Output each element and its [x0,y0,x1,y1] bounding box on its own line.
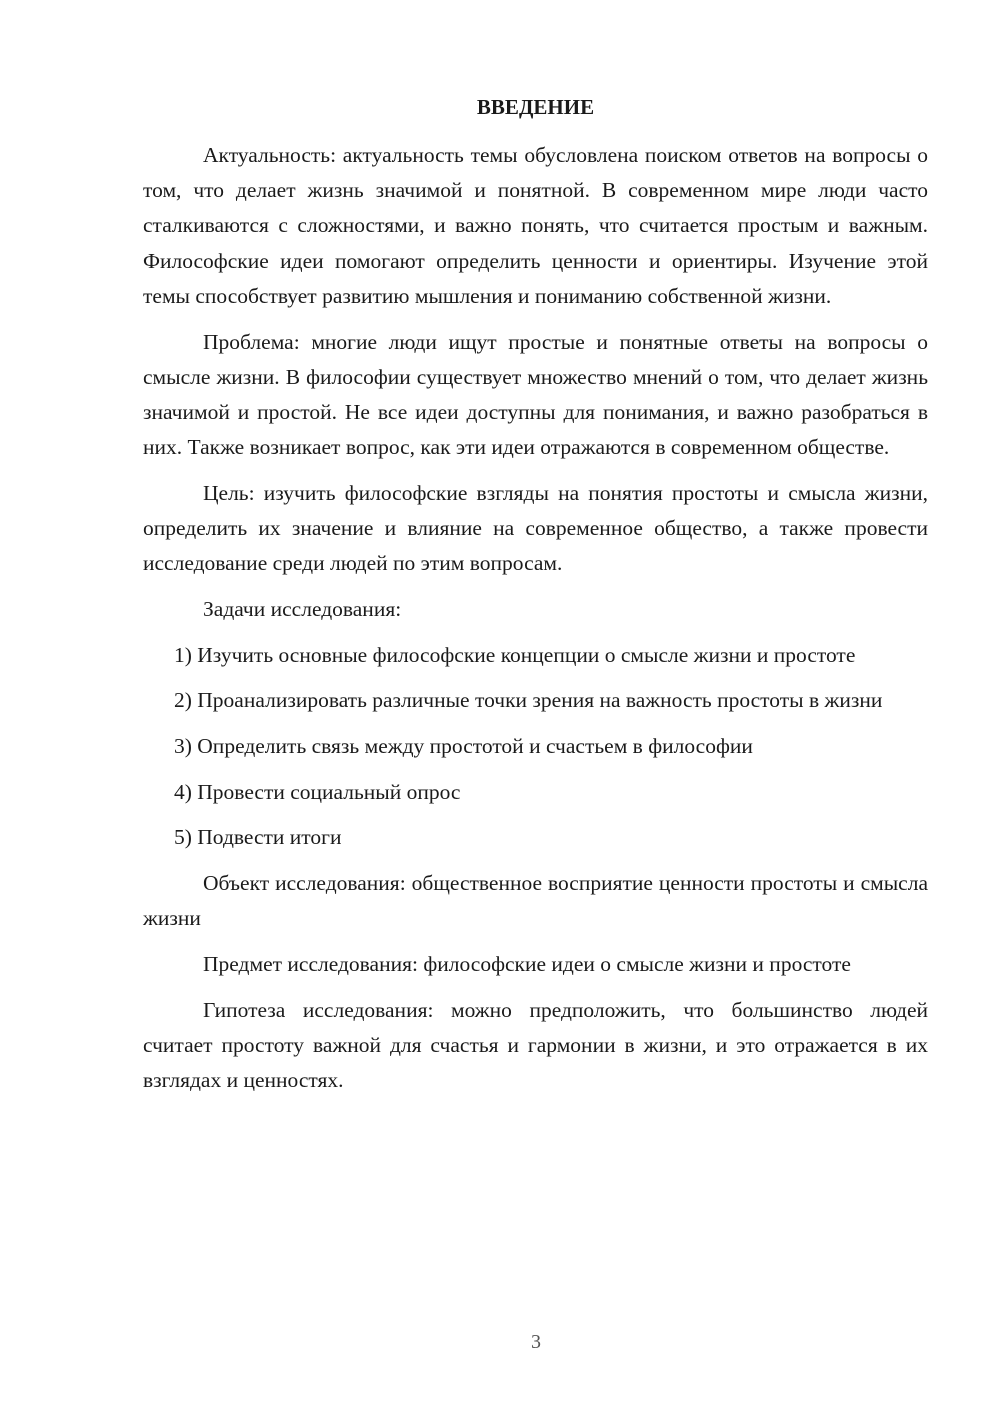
task-item: 4) Провести социальный опрос [174,779,461,804]
task-item: 1) Изучить основные философские концепции о смысле жизни и простоте [174,642,856,667]
page-title: ВВЕДЕНИЕ [476,95,595,119]
task-item: 3) Определить связь между простотой и счастьем в философии [174,734,753,759]
tasks-heading: Задачи исследования: [203,596,402,621]
subject-paragraph: Предмет исследования: философские идеи о смысле жизни и простоте [203,952,851,977]
task-item: 5) Подвести итоги [174,825,342,850]
task-item: 2) Проанализировать различные точки зрения на важность простоты в жизни [174,688,883,713]
goal-paragraph: Цель: изучить философские взгляды на понятия простоты и смысла жизни, определить их значение и влияние на современное общество, а также провести исследование среди людей по этим вопросам. [143,480,928,576]
hypothesis-paragraph: Гипотеза исследования: можно предположить, что большинство людей считает простоту важной для счастья и гармонии в жизни, и это отражается в их взглядах и ценностях. [143,997,928,1093]
page-number: 3 [531,1331,541,1353]
object-paragraph: Объект исследования: общественное восприятие ценности простоты и смысла жизни [143,871,928,931]
relevance-paragraph: Актуальность: актуальность темы обусловлена поиском ответов на вопросы о том, что делает жизнь значимой и понятной. В современном мире люди часто сталкиваются с сложностями, и важно понять, что считается простым и важным. Философские идеи помогают определить ценности и ориентиры. Изучение этой темы способствует развитию мышления и пониманию собственной жизни. [143,143,928,308]
document-body [143,92,928,1109]
problem-paragraph: Проблема: многие люди ищут простые и понятные ответы на вопросы о смысле жизни. В философии существует множество мнений о том, что делает жизнь значимой и простой. Не все идеи доступны для понимания, и важно разобраться в них. Также возникает вопрос, как эти идеи отражаются в современном обществе. [143,329,928,460]
